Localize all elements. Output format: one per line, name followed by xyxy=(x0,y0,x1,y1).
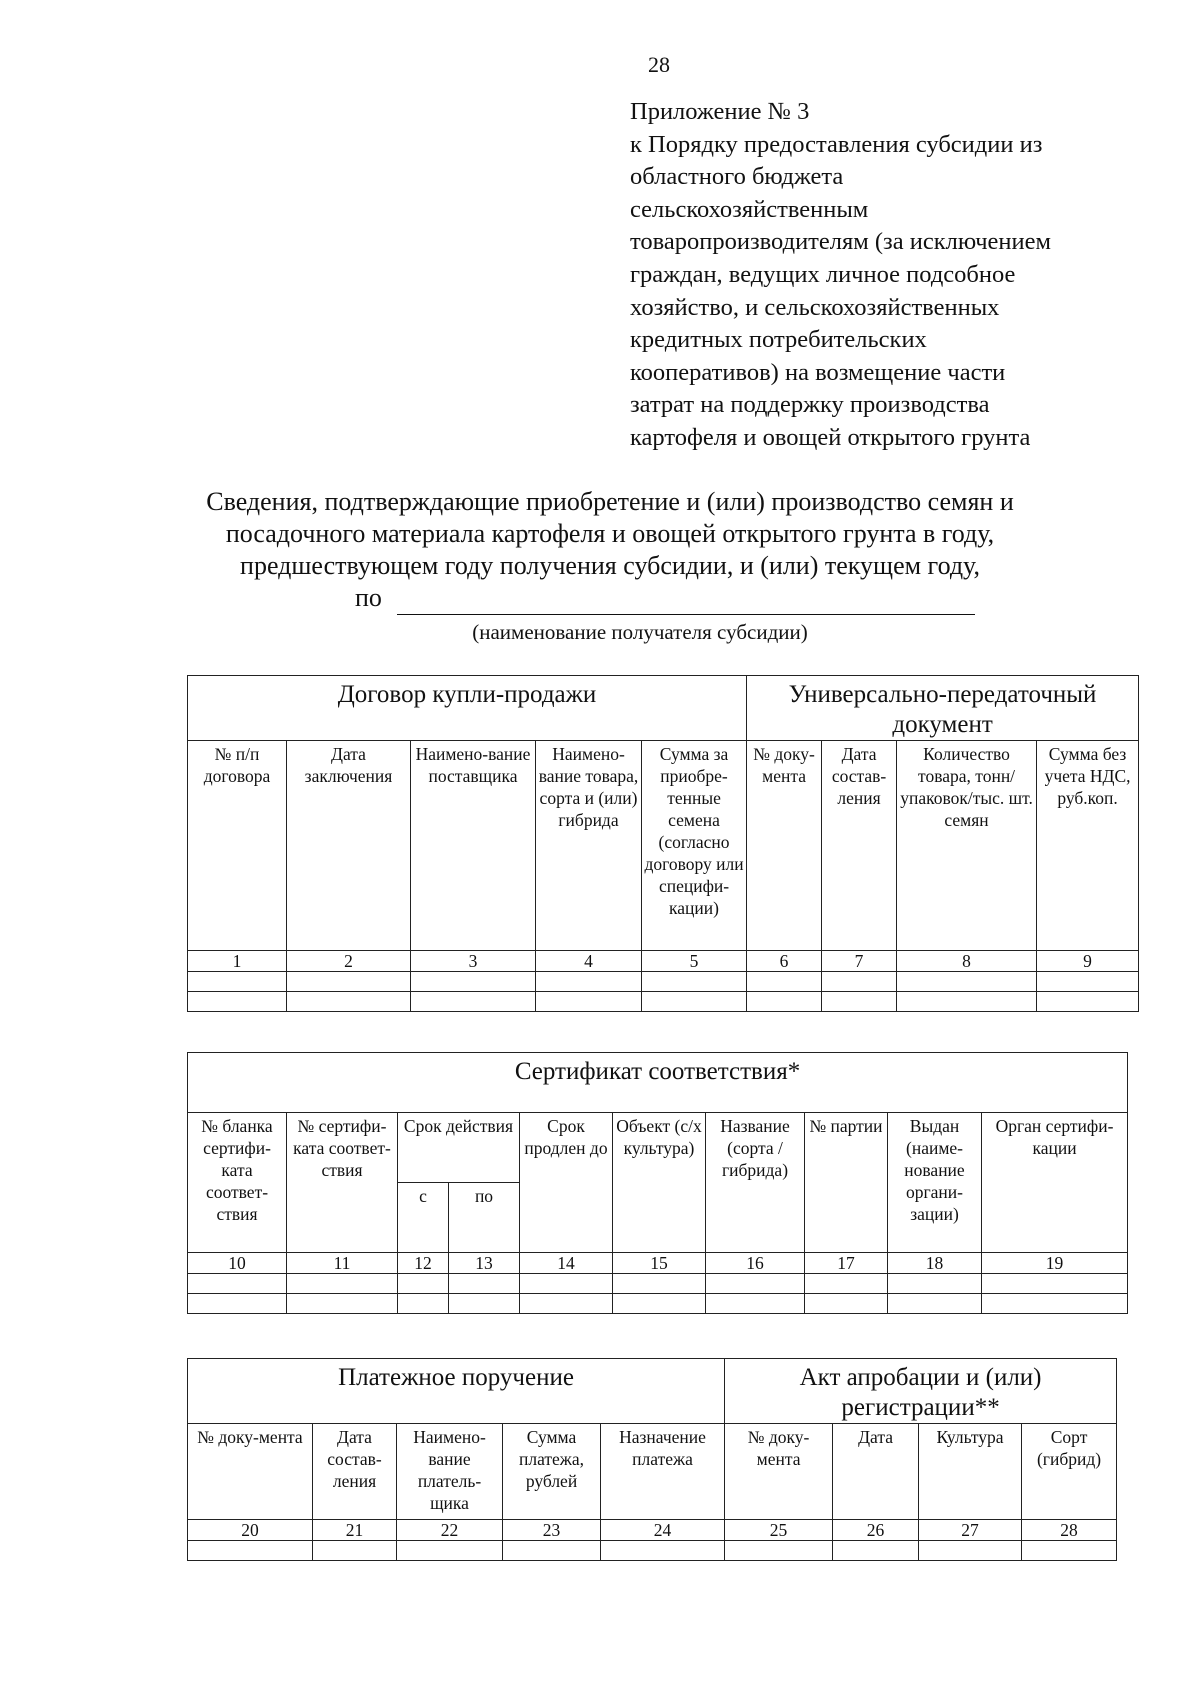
empty-cell[interactable] xyxy=(706,1294,805,1314)
po-label: по xyxy=(355,583,382,612)
column-number: 5 xyxy=(642,951,747,972)
column-number: 27 xyxy=(919,1520,1022,1541)
appendix-line: граждан, ведущих личное подсобное xyxy=(630,260,1016,288)
column-number: 16 xyxy=(706,1253,805,1274)
empty-cell[interactable] xyxy=(287,992,411,1012)
appendix-line: кредитных потребительских xyxy=(630,326,927,354)
empty-cell[interactable] xyxy=(188,1541,313,1561)
empty-cell[interactable] xyxy=(398,1294,449,1314)
empty-cell[interactable] xyxy=(188,972,287,992)
empty-cell[interactable] xyxy=(1037,972,1139,992)
appendix-line: Приложение № 3 xyxy=(630,98,810,125)
empty-cell[interactable] xyxy=(822,972,897,992)
header-cell: № доку-мента xyxy=(725,1424,833,1520)
empty-cell[interactable] xyxy=(449,1294,520,1314)
appendix-line: хозяйство, и сельскохозяйственных xyxy=(630,293,1000,321)
header-cell: Сумма за приобре-тенные семена (согласно договору или специфи-кации) xyxy=(642,741,747,951)
column-number: 21 xyxy=(313,1520,397,1541)
column-number: 20 xyxy=(188,1520,313,1541)
table-row xyxy=(188,1274,1128,1294)
empty-cell[interactable] xyxy=(520,1294,613,1314)
empty-cell[interactable] xyxy=(520,1274,613,1294)
empty-cell[interactable] xyxy=(188,992,287,1012)
column-number: 18 xyxy=(888,1253,982,1274)
header-cell: Орган сертифи-кации xyxy=(982,1113,1128,1253)
empty-cell[interactable] xyxy=(888,1274,982,1294)
header-cell: Дата заключения xyxy=(287,741,411,951)
empty-cell[interactable] xyxy=(888,1294,982,1314)
empty-cell[interactable] xyxy=(897,972,1037,992)
column-number: 25 xyxy=(725,1520,833,1541)
appendix-line: картофеля и овощей открытого грунта xyxy=(630,423,1031,451)
header-cell: Сумма без учета НДС, руб.коп. xyxy=(1037,741,1139,951)
empty-cell[interactable] xyxy=(1037,992,1139,1012)
title-line: предшествующем году получения субсидии, и (или) текущем году, xyxy=(240,551,980,580)
column-number: 14 xyxy=(520,1253,613,1274)
header-cell: Объект (с/х культура) xyxy=(613,1113,706,1253)
header-cell: № сертифи-ката соответ-ствия xyxy=(287,1113,398,1253)
group-purchase-contract: Договор купли-продажи xyxy=(188,676,747,741)
column-number: 23 xyxy=(503,1520,601,1541)
group-approbation-act: Акт апробации и (или) регистрации** xyxy=(725,1359,1117,1424)
appendix-line: товаропроизводителям (за исключением xyxy=(630,228,1051,256)
header-cell: Сумма платежа, рублей xyxy=(503,1424,601,1520)
appendix-line: сельскохозяйственным xyxy=(630,195,869,223)
header-cell: Количество товара, тонн/ упаковок/тыс. шт. семян xyxy=(897,741,1037,951)
appendix-block xyxy=(630,96,1150,455)
empty-cell[interactable] xyxy=(613,1294,706,1314)
column-number: 1 xyxy=(188,951,287,972)
empty-cell[interactable] xyxy=(982,1294,1128,1314)
header-cell: № доку-мента xyxy=(747,741,822,951)
header-cell: Наимено-вание платель-щика xyxy=(397,1424,503,1520)
header-cell: Наимено-вание поставщика xyxy=(411,741,536,951)
table-row xyxy=(188,992,1139,1012)
header-cell: по xyxy=(449,1183,520,1253)
group-certificate: Сертификат соответствия* xyxy=(188,1053,1128,1113)
column-number: 11 xyxy=(287,1253,398,1274)
empty-cell[interactable] xyxy=(601,1541,725,1561)
header-cell: Срок действия xyxy=(398,1113,520,1183)
document-title xyxy=(170,486,1050,582)
appendix-line: областного бюджета xyxy=(630,163,844,191)
empty-cell[interactable] xyxy=(411,992,536,1012)
table-row xyxy=(188,1294,1128,1314)
column-number: 6 xyxy=(747,951,822,972)
title-line: Сведения, подтверждающие приобретение и (или) производство семян и xyxy=(206,487,1014,516)
recipient-line xyxy=(355,583,382,613)
header-cell: № партии xyxy=(805,1113,888,1253)
empty-cell[interactable] xyxy=(747,972,822,992)
header-cell: Культура xyxy=(919,1424,1022,1520)
header-cell: Сорт (гибрид) xyxy=(1022,1424,1117,1520)
empty-cell[interactable] xyxy=(613,1274,706,1294)
empty-cell[interactable] xyxy=(287,1274,398,1294)
header-cell: № п/п договора xyxy=(188,741,287,951)
column-number: 12 xyxy=(398,1253,449,1274)
column-number: 17 xyxy=(805,1253,888,1274)
column-number: 13 xyxy=(449,1253,520,1274)
group-transfer-document: Универсально-передаточный документ xyxy=(747,676,1139,741)
header-cell: Дата xyxy=(833,1424,919,1520)
table-row xyxy=(188,972,1139,992)
empty-cell[interactable] xyxy=(397,1541,503,1561)
recipient-caption: (наименование получателя субсидии) xyxy=(472,620,808,644)
column-number: 4 xyxy=(536,951,642,972)
header-cell: Срок продлен до xyxy=(520,1113,613,1253)
recipient-fill-line[interactable] xyxy=(397,614,975,615)
empty-cell[interactable] xyxy=(188,1274,287,1294)
column-number: 9 xyxy=(1037,951,1139,972)
purchase-contract-table xyxy=(187,675,1139,1012)
empty-cell[interactable] xyxy=(536,992,642,1012)
empty-cell[interactable] xyxy=(313,1541,397,1561)
empty-cell[interactable] xyxy=(642,972,747,992)
header-cell: Дата состав-ления xyxy=(822,741,897,951)
header-cell: Назначение платежа xyxy=(601,1424,725,1520)
group-payment-order: Платежное поручение xyxy=(188,1359,725,1424)
empty-cell[interactable] xyxy=(449,1274,520,1294)
header-cell: № бланка сертифи-ката соответ-ствия xyxy=(188,1113,287,1253)
empty-cell[interactable] xyxy=(1022,1541,1117,1561)
empty-cell[interactable] xyxy=(536,972,642,992)
empty-cell[interactable] xyxy=(982,1274,1128,1294)
page-number: 28 xyxy=(648,52,670,77)
header-cell: Дата состав-ления xyxy=(313,1424,397,1520)
column-number: 2 xyxy=(287,951,411,972)
column-number: 26 xyxy=(833,1520,919,1541)
empty-cell[interactable] xyxy=(411,972,536,992)
column-number: 19 xyxy=(982,1253,1128,1274)
header-cell: Выдан (наиме-нование органи-зации) xyxy=(888,1113,982,1253)
empty-cell[interactable] xyxy=(805,1274,888,1294)
payment-table xyxy=(187,1358,1117,1561)
column-number: 8 xyxy=(897,951,1037,972)
header-cell: Название (сорта / гибрида) xyxy=(706,1113,805,1253)
header-cell: с xyxy=(398,1183,449,1253)
empty-cell[interactable] xyxy=(897,992,1037,1012)
appendix-line: к Порядку предоставления субсидии из xyxy=(630,130,1043,158)
empty-cell[interactable] xyxy=(919,1541,1022,1561)
column-number: 28 xyxy=(1022,1520,1117,1541)
empty-cell[interactable] xyxy=(706,1274,805,1294)
empty-cell[interactable] xyxy=(503,1541,601,1561)
empty-cell[interactable] xyxy=(642,992,747,1012)
empty-cell[interactable] xyxy=(805,1294,888,1314)
empty-cell[interactable] xyxy=(398,1274,449,1294)
empty-cell[interactable] xyxy=(833,1541,919,1561)
title-line: посадочного материала картофеля и овощей открытого грунта в году, xyxy=(225,519,995,548)
header-cell: Наимено-вание товара, сорта и (или) гибрида xyxy=(536,741,642,951)
column-number: 24 xyxy=(601,1520,725,1541)
empty-cell[interactable] xyxy=(725,1541,833,1561)
empty-cell[interactable] xyxy=(287,1294,398,1314)
certificate-table xyxy=(187,1052,1128,1314)
table-row xyxy=(188,1541,1117,1561)
column-number: 10 xyxy=(188,1253,287,1274)
appendix-line: кооперативов) на возмещение части xyxy=(630,358,1006,386)
appendix-line: затрат на поддержку производства xyxy=(630,391,990,419)
empty-cell[interactable] xyxy=(822,992,897,1012)
column-number: 7 xyxy=(822,951,897,972)
empty-cell[interactable] xyxy=(287,972,411,992)
empty-cell[interactable] xyxy=(747,992,822,1012)
column-number: 22 xyxy=(397,1520,503,1541)
column-number: 3 xyxy=(411,951,536,972)
column-number: 15 xyxy=(613,1253,706,1274)
empty-cell[interactable] xyxy=(188,1294,287,1314)
header-cell: № доку-мента xyxy=(188,1424,313,1520)
